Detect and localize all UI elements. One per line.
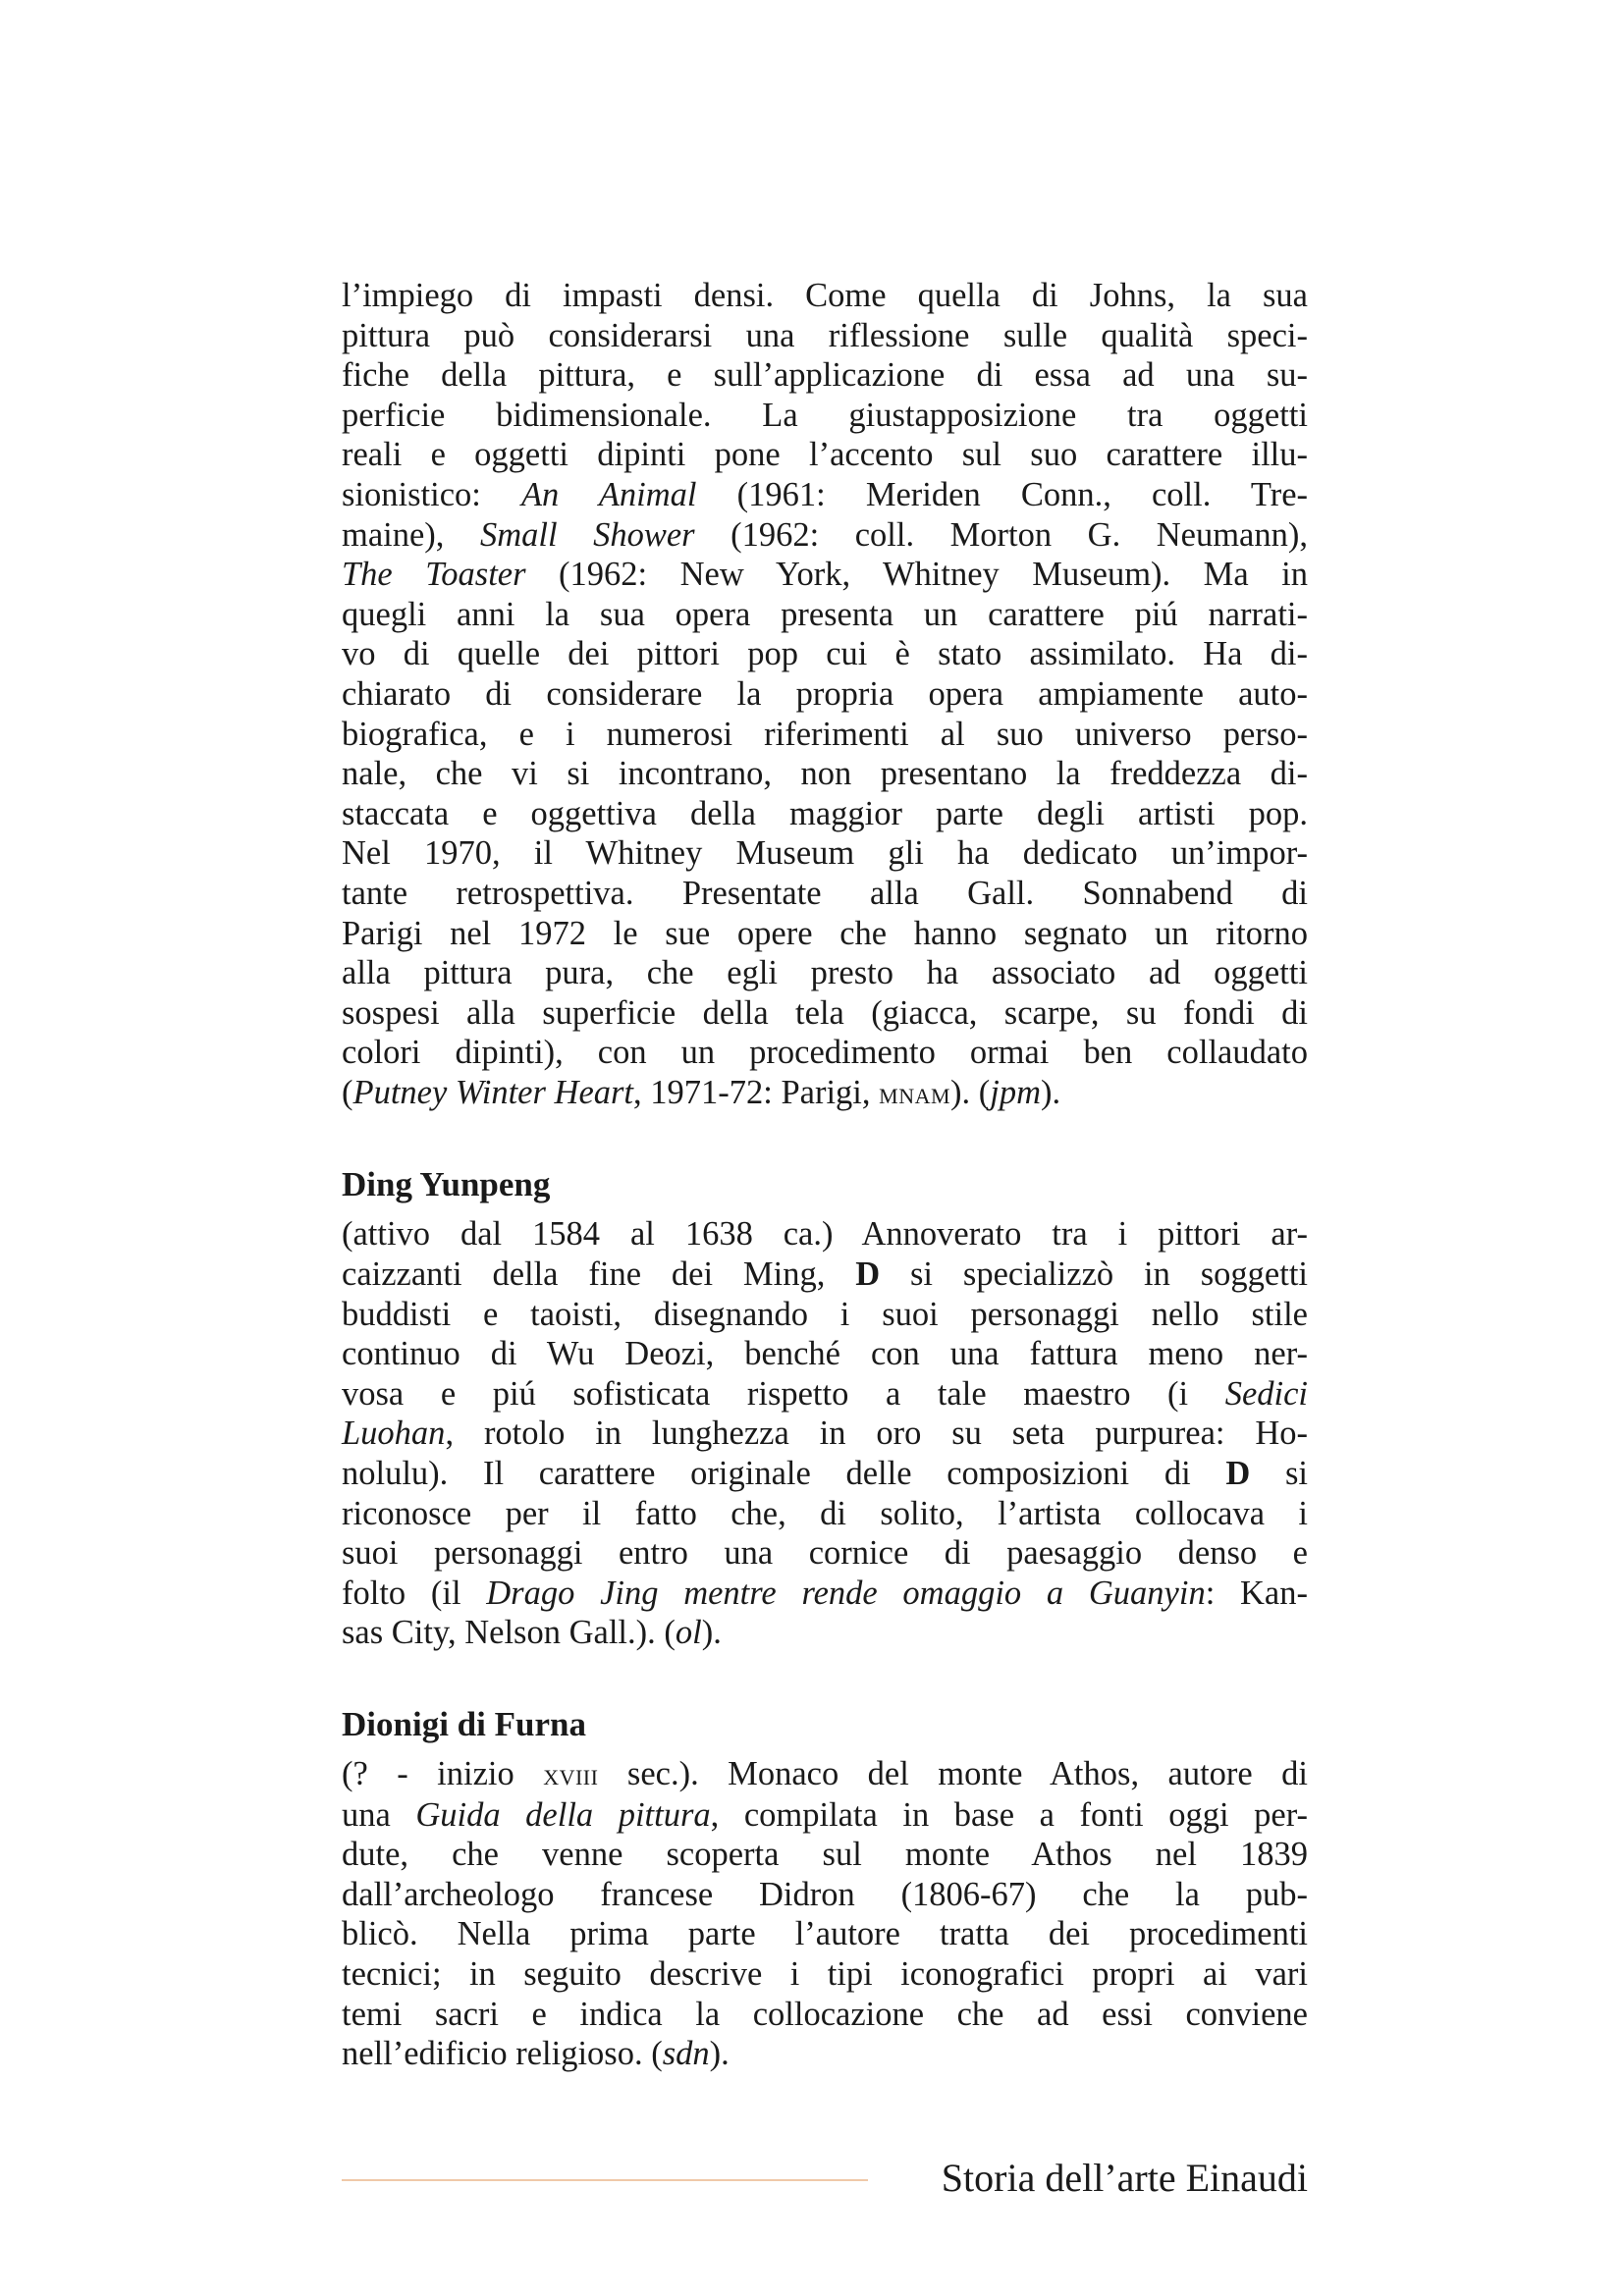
text-line: (? - inizio xviii sec.). Monaco del monte Athos, autore di (342, 1755, 1309, 1792)
entry-continued (342, 276, 1308, 1113)
text-line: fiche della pittura, e sull’applicazione di essa ad una su- (342, 356, 1308, 395)
text-line: folto (il Drago Jing mentre rende omaggio a Guanyin: Kan- (342, 1574, 1308, 1612)
entry-body (342, 1754, 1308, 2074)
footer-publisher: Storia dell’arte Einaudi (941, 2156, 1308, 2200)
page-footer (342, 2154, 1308, 2203)
text-line: una Guida della pittura, compilata in base a fonti oggi per- (342, 1795, 1308, 1834)
text-line: (attivo dal 1584 al 1638 ca.) Annoverato tra i pittori ar- (342, 1215, 1308, 1254)
text-line: vosa e piú sofisticata rispetto a tale maestro (i Sedici (342, 1374, 1308, 1413)
text-line: perficie bidimensionale. La giustapposizione tra oggetti (342, 396, 1308, 434)
text-line: blicò. Nella prima parte l’autore tratta dei procedimenti (342, 1915, 1308, 1953)
page-content (342, 276, 1308, 2074)
text-line: caizzanti della fine dei Ming, D si specializzò in soggetti (342, 1255, 1308, 1294)
text-line: pittura può considerarsi una riflessione sulle qualità speci- (342, 316, 1308, 354)
text-line: dute, che venne scoperta sul monte Athos nel 1839 (342, 1836, 1308, 1874)
text-line: l’impiego di impasti densi. Come quella di Johns, la sua (342, 277, 1308, 314)
text-line: maine), Small Shower (1962: coll. Morton G. Neumann), (342, 515, 1308, 554)
text-line: reali e oggetti dipinti pone l’accento sul suo carattere illu- (342, 436, 1308, 474)
entry-ding-yunpeng (342, 1164, 1308, 1653)
text-line: tante retrospettiva. Presentate alla Gall. Sonnabend di (342, 874, 1308, 912)
text-line: sospesi alla superficie della tela (giacca, scarpe, su fondi di (342, 993, 1308, 1032)
text-line: chiarato di considerare la propria opera ampiamente auto- (342, 674, 1308, 713)
text-line: The Toaster (1962: New York, Whitney Museum). Ma in (342, 556, 1309, 594)
text-line: tecnici; in seguito descrive i tipi iconografici propri ai vari (342, 1954, 1308, 1993)
text-line: riconosce per il fatto che, di solito, l’artista collocava i (342, 1494, 1308, 1532)
text-line: temi sacri e indica la collocazione che ad essi conviene (342, 1995, 1308, 2033)
entry-dionigi-di-furna (342, 1704, 1308, 2074)
text-line: suoi personaggi entro una cornice di paesaggio denso e (342, 1534, 1308, 1573)
entry-body (342, 1214, 1308, 1653)
text-line: Nel 1970, il Whitney Museum gli ha dedicato un’impor- (342, 834, 1308, 873)
entry-title: Dionigi di Furna (342, 1705, 586, 1743)
text-line: (Putney Winter Heart, 1971-72: Parigi, mnam). (jpm). (342, 1073, 1061, 1111)
text-line: alla pittura pura, che egli presto ha associato ad oggetti (342, 954, 1308, 992)
text-line: sas City, Nelson Gall.). (ol). (342, 1614, 722, 1652)
entry-title: Ding Yunpeng (342, 1165, 551, 1204)
text-line: sionistico: An Animal (1961: Meriden Conn., coll. Tre- (342, 475, 1308, 513)
text-line: biografica, e i numerosi riferimenti al suo universo perso- (342, 715, 1308, 753)
footer-rule (342, 2179, 868, 2181)
text-line: nell’edificio religioso. (sdn). (342, 2035, 730, 2073)
text-line: buddisti e taoisti, disegnando i suoi personaggi nello stile (342, 1295, 1308, 1333)
text-line: nale, che vi si incontrano, non presentano la freddezza di- (342, 755, 1308, 793)
text-line: staccata e oggettiva della maggior parte degli artisti pop. (342, 794, 1308, 832)
text-line: nolulu). Il carattere originale delle composizioni di D si (342, 1455, 1308, 1493)
text-line: continuo di Wu Deozi, benché con una fattura meno ner- (342, 1335, 1308, 1373)
text-line: quegli anni la sua opera presenta un carattere piú narrati- (342, 595, 1308, 633)
text-line: Luohan, rotolo in lunghezza in oro su seta purpurea: Ho- (342, 1415, 1308, 1453)
text-line: colori dipinti), con un procedimento ormai ben collaudato (342, 1034, 1308, 1072)
text-line: vo di quelle dei pittori pop cui è stato assimilato. Ha di- (342, 635, 1308, 673)
text-line: dall’archeologo francese Didron (1806-67) che la pub- (342, 1875, 1308, 1913)
entry-body (342, 276, 1308, 1113)
text-line: Parigi nel 1972 le sue opere che hanno segnato un ritorno (342, 914, 1308, 952)
